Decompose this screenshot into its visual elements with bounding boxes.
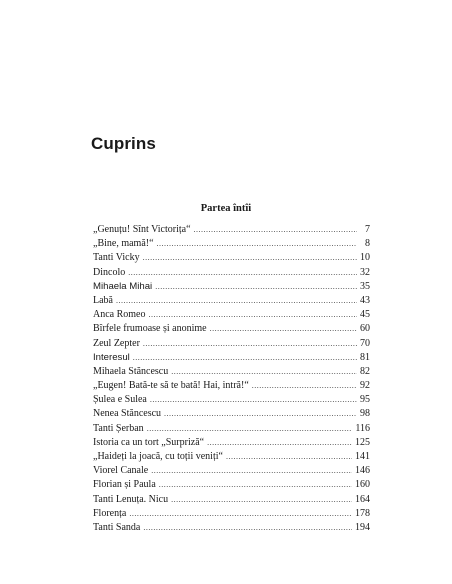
- toc-entry-title: Dincolo: [93, 266, 126, 278]
- toc-entry-title: Florența: [93, 507, 127, 519]
- toc-entry-title: Florian și Paula: [93, 479, 156, 491]
- toc-dot-leader: [252, 379, 357, 393]
- toc-entry-page: 8: [365, 238, 370, 250]
- toc-entry: [93, 294, 370, 308]
- toc-entry-title: Zeul Zepter: [93, 337, 140, 349]
- toc-dot-leader: [129, 507, 352, 521]
- toc-dot-leader: [157, 237, 357, 251]
- toc-entry-page: 194: [355, 521, 370, 533]
- toc-entry-page: 70: [360, 337, 370, 349]
- toc-entry: [93, 237, 370, 251]
- part-title: Partea întîi: [200, 203, 252, 214]
- toc-dot-leader: [151, 464, 352, 478]
- toc-dot-leader: [207, 436, 352, 450]
- toc-entry-title: „Bine, mamă!“: [93, 238, 154, 250]
- toc-entry: [93, 478, 370, 492]
- toc-entry-page: 43: [360, 294, 370, 306]
- toc-entry: [93, 379, 370, 393]
- toc-entry: [93, 337, 370, 351]
- toc-dot-leader: [226, 450, 352, 464]
- toc-entry-title: Mihaela Stăncescu: [93, 365, 169, 377]
- toc-entry: [93, 422, 370, 436]
- toc-entry-title: „Genuțu! Sînt Victorița“: [93, 224, 191, 235]
- toc-entry: [93, 280, 370, 294]
- toc-entry: [93, 365, 370, 379]
- toc-entry-title: Mihaela Mihai: [93, 280, 153, 292]
- toc-dot-leader: [150, 393, 357, 407]
- toc-entry-title: Viorel Canale: [93, 465, 149, 477]
- toc-dot-leader: [143, 251, 357, 265]
- toc-entry: [93, 393, 370, 407]
- table-of-contents: [93, 223, 370, 535]
- toc-entry-page: 178: [355, 507, 370, 519]
- toc-dot-leader: [143, 521, 352, 535]
- toc-entry-page: 125: [355, 436, 370, 448]
- toc-entry-title: Tanti Sanda: [93, 521, 141, 533]
- toc-entry-page: 7: [365, 224, 370, 235]
- toc-entry-title: Istoria ca un tort „Surpriză“: [93, 436, 205, 448]
- toc-entry-title: Tanti Vicky: [93, 252, 140, 264]
- toc-entry-title: Tanti Lenuța. Nicu: [93, 493, 169, 505]
- toc-dot-leader: [171, 493, 352, 507]
- toc-dot-leader: [155, 280, 357, 294]
- toc-entry-title: Interesul: [93, 351, 130, 363]
- toc-entry: [93, 266, 370, 280]
- toc-entry-page: 92: [360, 380, 370, 392]
- toc-entry-page: 45: [360, 309, 370, 321]
- toc-entry: [93, 351, 370, 365]
- toc-entry-title: Anca Romeo: [93, 309, 146, 321]
- toc-dot-leader: [133, 351, 357, 365]
- toc-entry: [93, 308, 370, 322]
- toc-entry: [93, 464, 370, 478]
- toc-entry-page: 10: [360, 252, 370, 264]
- toc-entry-title: Bîrfele frumoase și anonime: [93, 323, 207, 335]
- toc-dot-leader: [147, 422, 353, 436]
- toc-entry-title: Nenea Stăncescu: [93, 408, 162, 420]
- toc-entry-page: 160: [355, 479, 370, 491]
- toc-entry-page: 116: [355, 422, 370, 434]
- toc-entry-page: 82: [360, 365, 370, 377]
- toc-dot-leader: [171, 365, 357, 379]
- toc-entry: [93, 407, 370, 421]
- page-title: Cuprins: [91, 134, 156, 153]
- toc-dot-leader: [210, 322, 357, 336]
- toc-dot-leader: [159, 478, 352, 492]
- toc-entry: [93, 450, 370, 464]
- toc-entry-title: „Haideți la joacă, cu toții veniți“: [93, 451, 223, 462]
- toc-dot-leader: [149, 308, 358, 322]
- toc-dot-leader: [164, 407, 357, 421]
- toc-entry-page: 35: [360, 280, 370, 292]
- toc-entry-page: 146: [355, 465, 370, 477]
- toc-entry: [93, 521, 370, 535]
- toc-entry-title: Șulea e Sulea: [93, 394, 147, 406]
- toc-entry-title: „Eugen! Bată-te să te bată! Hai, intră!“: [93, 380, 249, 392]
- toc-entry-page: 164: [355, 493, 370, 505]
- toc-entry: [93, 223, 370, 237]
- toc-dot-leader: [143, 337, 357, 351]
- toc-dot-leader: [128, 266, 357, 280]
- toc-entry-page: 60: [360, 323, 370, 335]
- toc-entry-page: 81: [360, 351, 370, 363]
- toc-entry-page: 141: [355, 451, 370, 462]
- toc-dot-leader: [194, 223, 357, 237]
- toc-entry: [93, 507, 370, 521]
- toc-entry-title: Labă: [93, 294, 113, 306]
- toc-dot-leader: [116, 294, 357, 308]
- toc-entry-page: 32: [360, 266, 370, 278]
- toc-entry-page: 95: [360, 394, 370, 406]
- toc-entry: [93, 493, 370, 507]
- toc-entry: [93, 322, 370, 336]
- toc-entry: [93, 436, 370, 450]
- toc-entry-title: Tanti Șerban: [93, 422, 144, 434]
- toc-entry: [93, 251, 370, 265]
- toc-entry-page: 98: [360, 408, 370, 420]
